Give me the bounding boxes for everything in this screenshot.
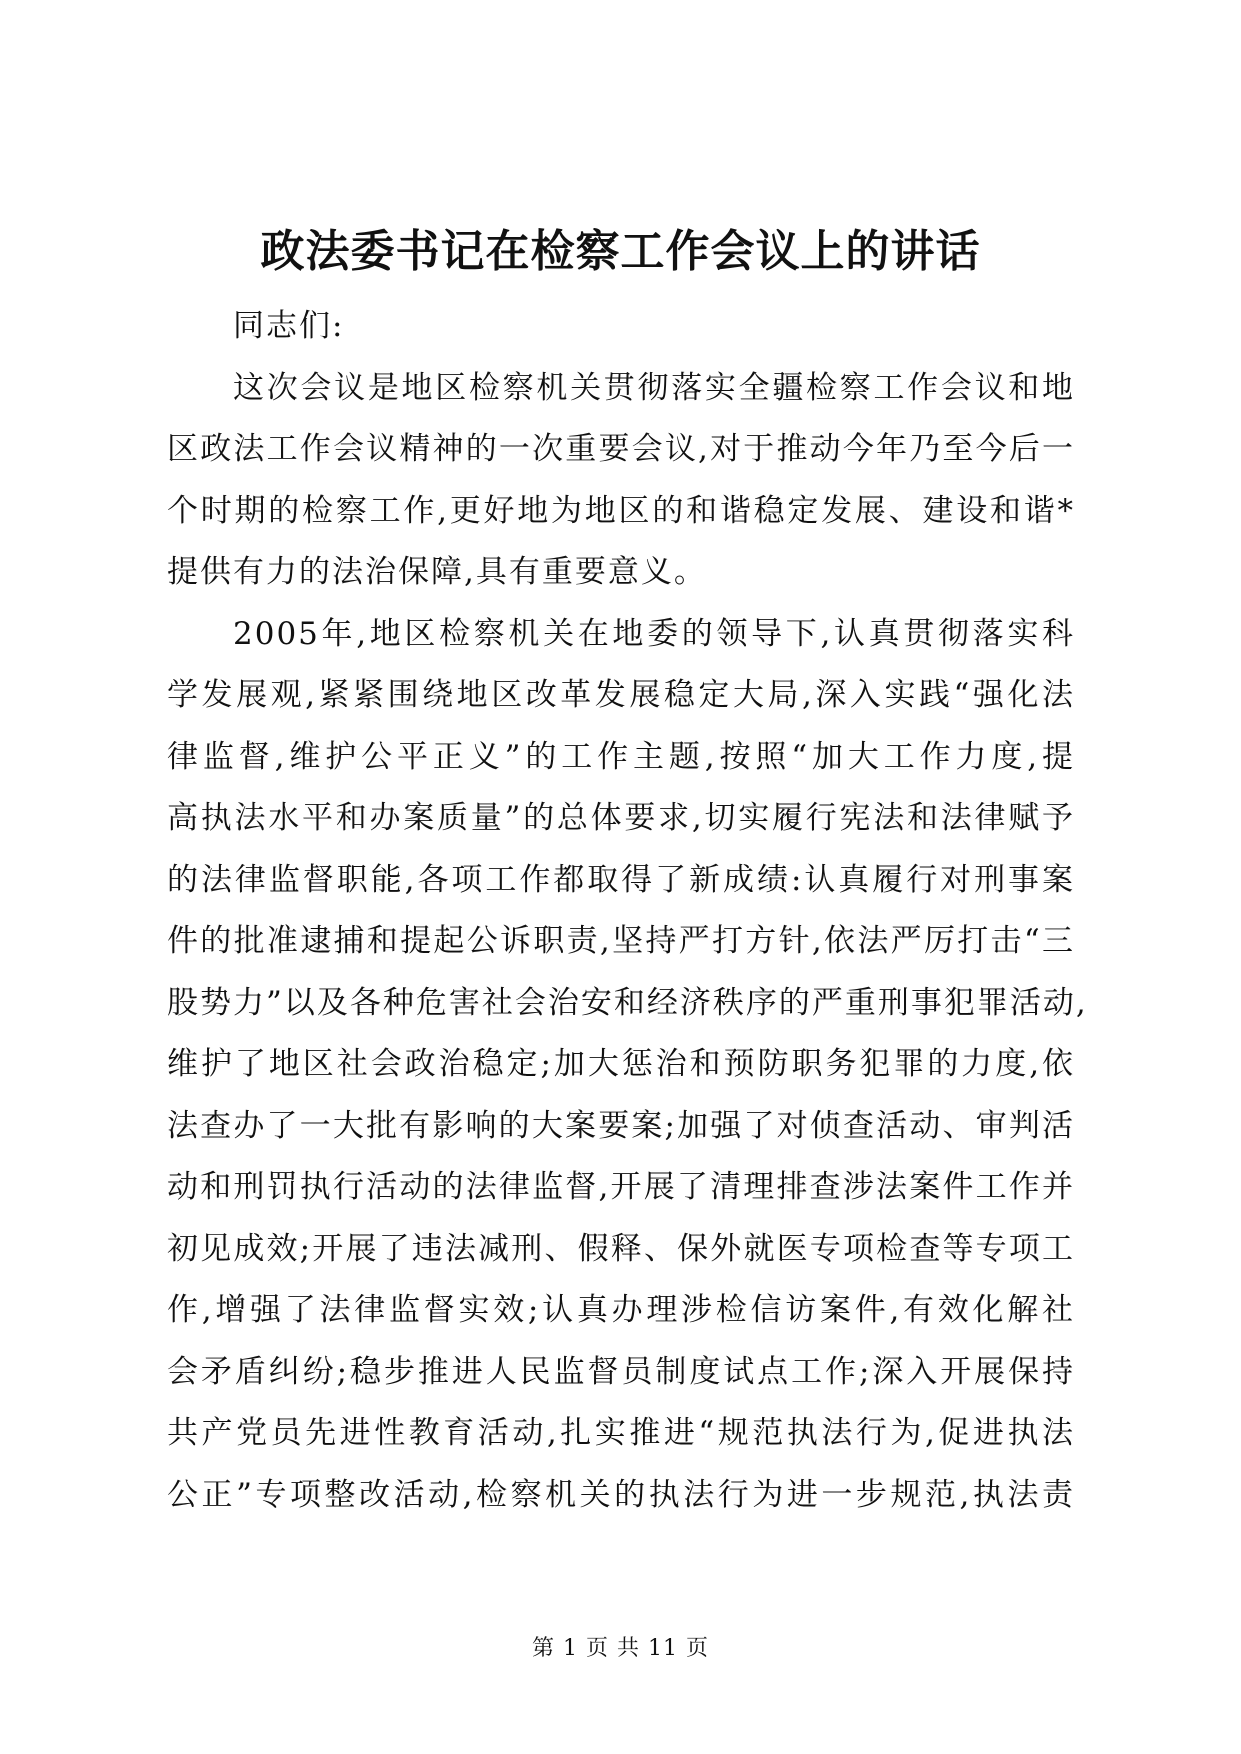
paragraph-line: 2005年,地区检察机关在地委的领导下,认真贯彻落实科: [233, 615, 1075, 652]
paragraph-line: 初见成效;开展了违法减刑、假释、保外就医专项检查等专项工: [167, 1230, 1075, 1267]
paragraph-line: 区政法工作会议精神的一次重要会议,对于推动今年乃至今后一: [167, 431, 1075, 467]
paragraph-line: 动和刑罚执行活动的法律监督,开展了清理排查涉法案件工作并: [167, 1169, 1075, 1205]
paragraph-line: 的法律监督职能,各项工作都取得了新成绩:认真履行对刑事案: [167, 861, 1075, 898]
paragraph-line: 法查办了一大批有影响的大案要案;加强了对侦查活动、审判活: [167, 1107, 1075, 1144]
paragraph-line: 提供有力的法治保障,具有重要意义。: [167, 554, 707, 590]
document-title: 政法委书记在检察工作会议上的讲话: [260, 226, 981, 277]
paragraph-line: 维护了地区社会政治稳定;加大惩治和预防职务犯罪的力度,依: [167, 1046, 1075, 1082]
greeting: 同志们:: [233, 308, 345, 344]
paragraph-line: 个时期的检察工作,更好地为地区的和谐稳定发展、建设和谐*: [167, 492, 1075, 529]
paragraph-line: 律监督,维护公平正义”的工作主题,按照“加大工作力度,提: [167, 738, 1075, 775]
paragraph-line: 件的批准逮捕和提起公诉职责,坚持严打方针,依法严厉打击“三: [167, 923, 1075, 959]
paragraph-1: [167, 358, 1075, 604]
paragraph-line: 学发展观,紧紧围绕地区改革发展稳定大局,深入实践“强化法: [167, 677, 1075, 713]
paragraph-line: 共产党员先进性教育活动,扎实推进“规范执法行为,促进执法: [167, 1415, 1075, 1451]
page-number-footer: 第 1 页 共 11 页: [532, 1636, 709, 1661]
paragraph-line: 股势力”以及各种危害社会治安和经济秩序的严重刑事犯罪活动,: [167, 984, 1088, 1021]
paragraph-line: 高执法水平和办案质量”的总体要求,切实履行宪法和法律赋予: [167, 800, 1075, 836]
document-body: [167, 296, 1088, 1526]
paragraph-line: 这次会议是地区检察机关贯彻落实全疆检察工作会议和地: [233, 369, 1075, 406]
paragraph-line: 公正”专项整改活动,检察机关的执法行为进一步规范,执法责: [167, 1476, 1075, 1513]
paragraph-line: 作,增强了法律监督实效;认真办理涉检信访案件,有效化解社: [167, 1292, 1075, 1328]
paragraph-line: 会矛盾纠纷;稳步推进人民监督员制度试点工作;深入开展保持: [167, 1353, 1075, 1390]
paragraph-2: [167, 604, 1088, 1527]
